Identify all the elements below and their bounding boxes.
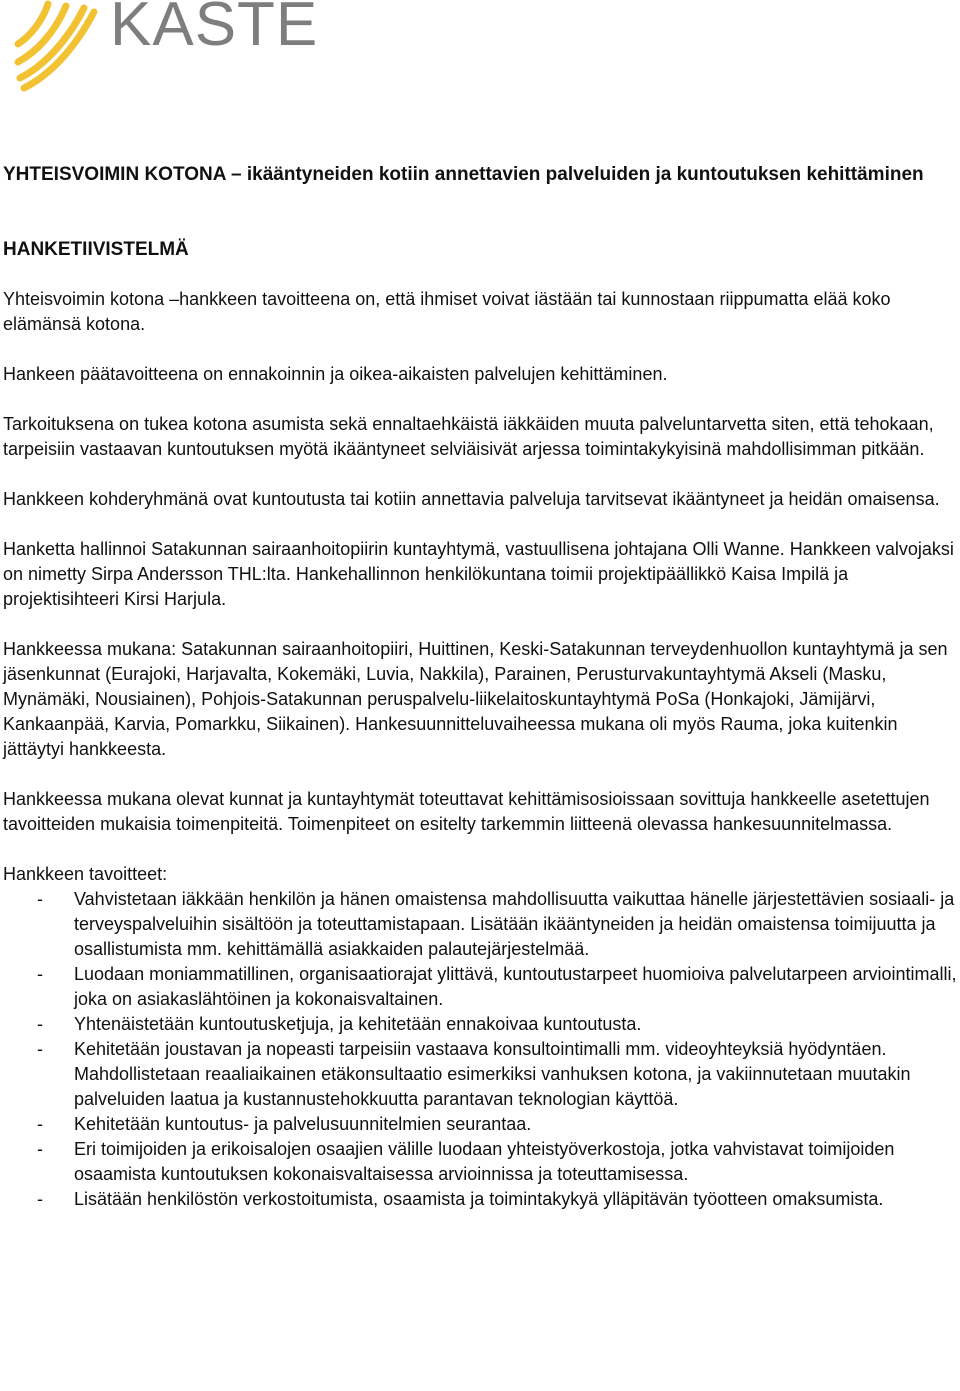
goal-text: Luodaan moniammatillinen, organisaatiorajat ylittävä, kuntoutustarpeet huomioiva palvelutarpeen arviointimalli, joka on asiakaslähtöinen ja kokonaisvaltainen. [74, 964, 957, 1009]
document-body [3, 162, 958, 1212]
title-project-name: YHTEISVOIMIN KOTONA [3, 164, 226, 185]
kaste-logo-mark [14, 0, 110, 92]
list-item [3, 1037, 958, 1112]
goal-text: Kehitetään kuntoutus- ja palvelusuunnitelmien seurantaa. [74, 1114, 532, 1134]
logo-wordmark: KASTE [110, 0, 319, 59]
list-item [3, 1187, 958, 1212]
document-subtitle: HANKETIIVISTELMÄ [3, 239, 189, 260]
list-item [3, 1012, 958, 1037]
goal-text: Eri toimijoiden ja erikoisalojen osaajien välille luodaan yhteistyöverkostoja, jotka vahvistavat toimijoiden osaamista kuntoutuksen kokonaisvaltaisessa arvioinnissa ja toteuttamisessa. [74, 1139, 895, 1184]
paragraph-purpose: Tarkoituksena on tukea kotona asumista sekä ennaltaehkäistä iäkkäiden muuta palveluntarvetta siten, että tehokaan, tarpeisiin vastaavan kuntoutuksen myötä ikääntyneet selviäisivät arjessa toimintakykyisinä mahdollisimman pitkään. [3, 414, 934, 459]
document-title [3, 162, 958, 187]
bullet-dash: - [37, 889, 43, 909]
bullet-dash: - [37, 1189, 43, 1209]
goals-list [3, 887, 958, 1212]
goal-text: Lisätään henkilöstön verkostoitumista, osaamista ja toimintakykyä ylläpitävän työotteen omaksumista. [74, 1189, 884, 1209]
title-description: – ikääntyneiden kotiin annettavien palveluiden ja kuntoutuksen kehittäminen [225, 164, 924, 185]
bullet-dash: - [37, 964, 43, 984]
list-item [3, 1137, 958, 1187]
bullet-dash: - [37, 1114, 43, 1134]
list-item [3, 1112, 958, 1137]
bullet-dash: - [37, 1014, 43, 1034]
goal-text: Vahvistetaan iäkkään henkilön ja hänen omaistensa mahdollisuutta vaikuttaa hänelle järjestettävien sosiaali- ja terveyspalveluihin sisältöön ja toteuttamistapaan. Lisätään ikääntyneiden ja heidän omaistensa toimijuutta ja osallistumista mm. kehittämällä asiakkaiden palautejärjestelmää. [74, 889, 955, 959]
list-item [3, 962, 958, 1012]
kaste-logo [14, 0, 319, 92]
bullet-dash: - [37, 1039, 43, 1059]
paragraph-participants: Hankkeessa mukana: Satakunnan sairaanhoitopiiri, Huittinen, Keski-Satakunnan terveydenhuollon kuntayhtymä ja sen jäsenkunnat (Eurajoki, Harjavalta, Kokemäki, Luvia, Nakkila), Parainen, Perusturvakuntayhtymä Akseli (Masku, Mynämäki, Nousiainen), Pohjois-Satakunnan peruspalvelu-liikelaitoskuntayhtymä PoSa (Honkajoki, Jämijärvi, Kankaanpää, Karvia, Pomarkku, Siikainen). Hankesuunnitteluvaiheessa mukana oli myös Rauma, joka kuitenkin jättäytyi hankkeesta. [3, 639, 948, 759]
paragraph-implementation: Hankkeessa mukana olevat kunnat ja kuntayhtymät toteuttavat kehittämisosioissaan sovittuja hankkeelle asetettujen tavoitteiden mukaisia toimenpiteitä. Toimenpiteet on esitelty tarkemmin liitteenä olevassa hankesuunnitelmassa. [3, 789, 930, 834]
bullet-dash: - [37, 1139, 43, 1159]
paragraph-target-group: Hankkeen kohderyhmänä ovat kuntoutusta tai kotiin annettavia palveluja tarvitsevat ikääntyneet ja heidän omaisensa. [3, 489, 940, 509]
list-item [3, 887, 958, 962]
paragraph-main-goal: Hankeen päätavoitteena on ennakoinnin ja oikea-aikaisten palvelujen kehittäminen. [3, 364, 668, 384]
goal-text: Kehitetään joustavan ja nopeasti tarpeisiin vastaava konsultointimalli mm. videoyhteyksiä hyödyntäen. Mahdollistetaan reaaliaikainen etäkonsultaatio esimerkiksi vanhuksen kotona, ja vakiinnutetaan muutakin palveluiden laatua ja kustannustehokkuutta parantavan teknologian käyttöä. [74, 1039, 911, 1109]
goals-heading: Hankkeen tavoitteet: [3, 864, 168, 884]
paragraph-administration: Hanketta hallinnoi Satakunnan sairaanhoitopiirin kuntayhtymä, vastuullisena johtajana Olli Wanne. Hankkeen valvojaksi on nimetty Sirpa Andersson THL:lta. Hankehallinnon henkilökuntana toimii projektipäällikkö Kaisa Impilä ja projektisihteeri Kirsi Harjula. [3, 539, 954, 609]
paragraph-goal-overview: Yhteisvoimin kotona –hankkeen tavoitteena on, että ihmiset voivat iästään tai kunnostaan riippumatta elää koko elämänsä kotona. [3, 289, 891, 334]
goal-text: Yhtenäistetään kuntoutusketjuja, ja kehitetään ennakoivaa kuntoutusta. [74, 1014, 642, 1034]
